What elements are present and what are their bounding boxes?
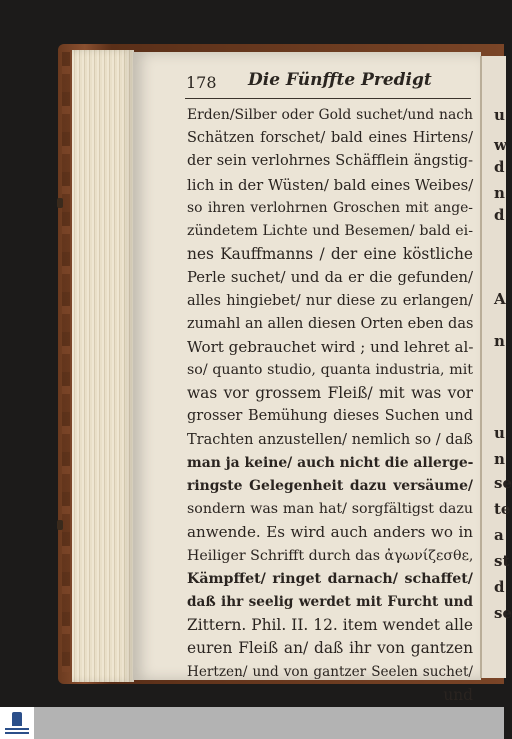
text-line: grosser Bemühung dieses Suchen und [187, 408, 473, 425]
text-line: anwende. Es wird auch anders wo in [187, 523, 473, 542]
facing-page-fragment: d [494, 206, 505, 224]
facing-page-fragment: n [494, 184, 505, 202]
facing-page-fragment: d [494, 578, 505, 596]
facing-page-fragment: se [494, 604, 512, 622]
facing-page-fragment: d [494, 158, 505, 176]
page-edges [72, 50, 134, 682]
facing-page-fragment: u [494, 106, 505, 124]
text-line: euren Fleiß an/ daß ihr von gantzen [187, 639, 473, 658]
facing-page-fragment: a [494, 526, 504, 544]
facing-page-fragment: u [494, 424, 505, 442]
facing-page-edge [480, 56, 512, 678]
text-line: Kämpffet/ ringet darnach/ schaffet/ [187, 570, 473, 587]
facing-page-fragment: n [494, 332, 505, 350]
clasp-bottom [57, 520, 63, 530]
text-line: sondern was man hat/ sorgfältigst dazu [187, 501, 473, 518]
text-line: der sein verlohrnes Schäfflein ängstig- [187, 153, 473, 170]
viewer-footer-bar [0, 707, 504, 739]
text-line: so ihren verlohrnen Groschen mit ange- [187, 199, 473, 216]
text-line: Perle suchet/ und da er die gefunden/ [187, 269, 473, 287]
library-logo-icon [12, 712, 22, 726]
library-logo[interactable] [0, 707, 34, 739]
text-line: ringste Gelegenheit dazu versäume/ [187, 478, 473, 494]
text-line: Erden/Silber oder Gold suchet/und nach [187, 107, 473, 123]
text-line: so/ quanto studio, quanta industria, mit [187, 362, 473, 379]
text-line: Zittern. Phil. II. 12. item wendet alle [187, 616, 473, 635]
running-title: Die Fünffte Predigt [248, 70, 432, 90]
clasp-top [57, 198, 63, 208]
text-line: Trachten anzustellen/ nemlich so / daß [187, 431, 473, 448]
facing-page-fragment: se [494, 474, 512, 492]
header-rule [185, 98, 471, 99]
text-line: was vor grossem Fleiß/ mit was vor [187, 384, 473, 403]
facing-page-fragment: n [494, 450, 505, 468]
text-line: nes Kauffmanns / der eine köstliche [187, 245, 473, 264]
text-line: Wort gebrauchet wird ; und lehret al- [187, 337, 474, 356]
text-line: Heiliger Schrifft durch das ἀγωνίζεσθε, [187, 547, 474, 564]
text-line: Schätzen forschet/ bald eines Hirtens/ [187, 130, 473, 147]
text-line: zündetem Lichte und Besemen/ bald ei- [187, 222, 473, 239]
facing-page-fragment: te [494, 500, 511, 518]
text-line: und [443, 685, 473, 704]
facing-page-fragment: w [494, 136, 507, 154]
text-line: zumahl an allen diesen Orten eben das [187, 315, 474, 332]
facing-page-fragment: A [494, 290, 506, 308]
text-line: daß ihr seelig werdet mit Furcht und [187, 593, 473, 610]
page-number: 178 [186, 73, 217, 92]
text-line: lich in der Wüsten/ bald eines Weibes/ [187, 176, 474, 194]
text-line: alles hingiebet/ nur diese zu erlangen/ [187, 292, 473, 309]
text-line: man ja keine/ auch nicht die allerge- [187, 454, 474, 471]
text-line: Hertzen/ und von gantzer Seelen suchet/ [187, 663, 473, 680]
body-text [187, 104, 473, 707]
facing-page-fragment: st [494, 552, 510, 570]
